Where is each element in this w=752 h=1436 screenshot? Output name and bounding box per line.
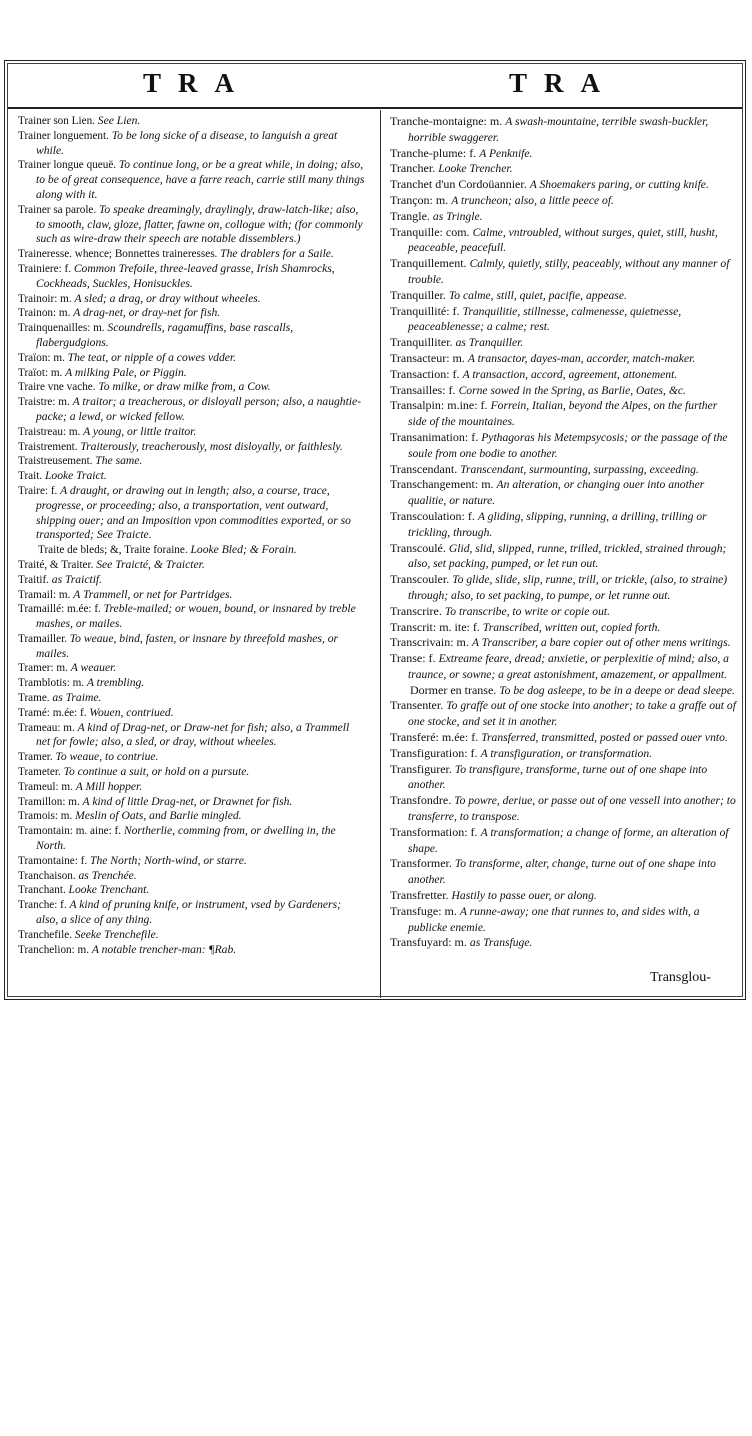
entry-headword: Transcoulé. <box>390 540 446 555</box>
dictionary-entry <box>18 114 366 129</box>
entry-gloss: as Transfuge. <box>469 936 533 950</box>
column-divider <box>380 110 381 998</box>
dictionary-entry <box>390 430 738 462</box>
entry-gloss: A sled; a drag, or dray without wheeles. <box>74 291 261 305</box>
entry-gloss: Looke Trencher. <box>438 162 513 176</box>
entry-gloss: A Shoemakers paring, or cutting knife. <box>529 178 709 192</box>
entry-gloss: Glid, slid, slipped, runne, trilled, trickled, strained through; also, set packing, pumped, or let run out. <box>408 541 727 571</box>
entry-gloss: Tranquilitie, stillnesse, calmenesse, quietnesse, peaceablenesse; a calme; rest. <box>408 304 682 334</box>
dictionary-entry <box>18 573 366 588</box>
entry-headword: Tramaillé: m.ée: f. <box>18 603 101 616</box>
dictionary-entry <box>18 943 366 958</box>
entry-gloss: A transfiguration, or transformation. <box>480 746 653 760</box>
entry-headword: Tranchelion: m. <box>18 943 90 956</box>
entry-gloss: Looke Bled; & Forain. <box>190 543 297 557</box>
entry-gloss: Looke Trenchant. <box>68 883 150 897</box>
dictionary-entry <box>390 572 738 604</box>
entry-gloss: The drablers for a Saile. <box>220 247 334 261</box>
entry-gloss: The North; North-wind, or starre. <box>90 853 247 867</box>
entry-headword: Tramer: m. <box>18 662 68 675</box>
dictionary-entry <box>18 247 366 262</box>
entry-gloss: Common Trefoile, three-leaved grasse, Irish Shamrocks, Cockheads, Suckles, Honisuckles. <box>36 261 335 290</box>
entry-gloss: A truncheon; also, a little peece of. <box>451 193 614 207</box>
entry-headword: Tramé: m.ée: f. <box>18 706 87 719</box>
entry-headword: Transenter. <box>390 698 444 713</box>
entry-gloss: A weauer. <box>70 661 117 675</box>
dictionary-entry <box>390 651 738 683</box>
entry-gloss: A transformation; a change of forme, an alteration of shape. <box>408 825 729 855</box>
entry-gloss: The teat, or nipple of a cowes vdder. <box>67 350 237 364</box>
dictionary-entry <box>390 146 738 162</box>
entry-gloss: See Lien. <box>97 114 141 127</box>
entry-headword: Tramer. <box>18 751 53 764</box>
entry-gloss: A young, or little traitor. <box>83 424 197 438</box>
entry-headword: Traire vne vache. <box>18 381 96 394</box>
entry-gloss: A kind of little Drag-net, or Drawnet for fish. <box>82 794 293 808</box>
entry-gloss: Northerlie, comming from, or dwelling in, the North. <box>36 824 336 853</box>
entry-headword: Transfigurer. <box>390 761 452 776</box>
dictionary-entry <box>18 484 366 543</box>
dictionary-entry <box>18 292 366 307</box>
header-rule <box>8 107 742 109</box>
entry-headword: Transfuyard: m. <box>390 935 467 950</box>
entry-gloss: A traitor; a treacherous, or disloyall person; also, a naughtie-packe; a lewd, or wicked fellow. <box>36 395 362 423</box>
entry-gloss: Traiterously, treacherously, most disloyally, or faithlesly. <box>80 439 343 453</box>
dictionary-entry <box>18 883 366 898</box>
entry-headword: Transfretter. <box>390 888 449 903</box>
entry-gloss: To powre, deriue, or passe out of one vessell into another; to transferre, to transpose. <box>408 794 736 824</box>
dictionary-entry <box>18 469 366 484</box>
dictionary-entry <box>390 793 738 825</box>
entry-gloss: Wouen, contriued. <box>89 705 174 719</box>
entry-gloss: A Trammell, or net for Partridges. <box>73 587 233 601</box>
entry-gloss: Scoundrells, ragamuffins, base rascalls, flabergudgions. <box>36 321 294 349</box>
entry-gloss: A drag-net, or dray-net for fish. <box>73 306 221 320</box>
dictionary-entry <box>18 380 366 395</box>
entry-headword: Trainer longue queuë. <box>18 159 117 172</box>
dictionary-entry <box>18 543 366 558</box>
entry-headword: Tranche-plume: f. <box>390 145 477 160</box>
entry-gloss: Treble-mailed; or wouen, bound, or insnared by treble mashes, or mailes. <box>36 602 356 631</box>
entry-headword: Transformation: f. <box>390 824 478 839</box>
dictionary-entry <box>390 367 738 383</box>
entry-gloss: The same. <box>95 454 143 468</box>
entry-gloss: as Tranquiller. <box>455 336 524 350</box>
dictionary-entry <box>18 691 366 706</box>
entry-gloss: Transferred, transmitted, posted or passed ouer vnto. <box>481 731 728 745</box>
entry-headword: Tramontain: m. aine: f. <box>18 825 122 838</box>
entry-gloss: Corne sowed in the Spring, as Barlie, Oates, &c. <box>458 383 686 397</box>
entry-headword: Transailles: f. <box>390 382 456 397</box>
entry-gloss: To be long sicke of a disease, to languish a great while. <box>36 128 338 157</box>
dictionary-entry <box>18 558 366 573</box>
dictionary-entry <box>390 383 738 399</box>
dictionary-entry <box>18 765 366 780</box>
right-column <box>390 114 738 951</box>
dictionary-entry <box>390 509 738 541</box>
entry-headword: Tramail: m. <box>18 588 71 601</box>
entry-gloss: See Traicté, & Traicter. <box>96 557 205 571</box>
entry-gloss: A Penknife. <box>479 146 533 160</box>
entry-headword: Traistreusement. <box>18 455 93 468</box>
dictionary-entry <box>18 366 366 381</box>
entry-headword: Tramailler. <box>18 632 67 645</box>
entry-headword: Tranche-montaigne: m. <box>390 114 503 128</box>
dictionary-entry <box>18 928 366 943</box>
entry-gloss: as Tringle. <box>432 209 483 223</box>
dictionary-entry <box>390 856 738 888</box>
dictionary-entry <box>18 824 366 854</box>
entry-headword: Trame. <box>18 692 50 705</box>
entry-gloss: To glide, slide, slip, runne, trill, or trickle, (also, to straine) through; also, to set packing, to pumpe, or let runne out. <box>408 573 728 602</box>
dictionary-entry <box>390 335 738 351</box>
entry-headword: Tramblotis: m. <box>18 677 85 690</box>
entry-gloss: Looke Traict. <box>44 469 107 483</box>
entry-headword: Transcrire. <box>390 603 442 618</box>
entry-headword: Tranquiller. <box>390 287 446 302</box>
dictionary-entry <box>390 935 738 951</box>
dictionary-entry <box>18 321 366 351</box>
entry-gloss: A runne-away; one that runnes to, and sides with, a publicke enemie. <box>408 904 700 934</box>
dictionary-entry <box>18 203 366 247</box>
entry-headword: Transacteur: m. <box>390 350 465 365</box>
entry-gloss: A transaction, accord, agreement, attonement. <box>462 367 678 381</box>
entry-headword: Transanimation: f. <box>390 429 479 444</box>
entry-headword: Traire: f. <box>18 484 58 497</box>
entry-headword: Transcouler. <box>390 572 450 587</box>
entry-headword: Traineresse. whence; Bonnettes traineresses. <box>18 248 218 261</box>
entry-headword: Traistreau: m. <box>18 425 81 438</box>
dictionary-entry <box>390 730 738 746</box>
dictionary-entry <box>390 256 738 288</box>
dictionary-entry <box>390 541 738 573</box>
entry-headword: Trameau: m. <box>18 721 75 734</box>
entry-gloss: To graffe out of one stocke into another; to take a graffe out of one stocke, and set it in another. <box>408 699 736 729</box>
entry-gloss: To weaue, bind, fasten, or insnare by threefold mashes, or mailes. <box>36 631 339 660</box>
dictionary-entry <box>390 161 738 177</box>
entry-headword: Trainon: m. <box>18 307 71 320</box>
entry-headword: Traïon: m. <box>18 351 65 364</box>
dictionary-entry <box>390 825 738 857</box>
dictionary-entry <box>18 262 366 292</box>
dictionary-entry <box>390 604 738 620</box>
entry-headword: Transfondre. <box>390 793 452 808</box>
entry-gloss: A kind of Drag-net, or Draw-net for fish; also, a Trammell net for fowle; also, a sled, or dray, without wheeles. <box>36 720 350 749</box>
entry-headword: Traistrement. <box>18 440 78 453</box>
entry-gloss: Forrein, Italian, beyond the Alpes, on the further side of the mountaines. <box>408 399 718 429</box>
dictionary-entry <box>390 620 738 636</box>
entry-gloss: Seeke Trenchefile. <box>74 927 159 941</box>
running-head-left: TRA <box>143 68 252 98</box>
entry-headword: Traite de bleds; &, Traite foraine. <box>38 544 188 557</box>
entry-gloss: A milking Pale, or Piggin. <box>65 365 187 379</box>
entry-gloss: Extreame feare, dread; anxietie, or perplexitie of mind; also, a traunce, or sowne; a great astonishment, amazement, or appallment. <box>408 652 729 681</box>
dictionary-entry <box>390 351 738 367</box>
entry-headword: Transcendant. <box>390 461 458 476</box>
dictionary-entry <box>18 158 366 202</box>
entry-headword: Tramois: m. <box>18 810 73 823</box>
entry-gloss: as Trenchée. <box>78 868 137 882</box>
entry-headword: Tranchefile. <box>18 928 72 941</box>
dictionary-entry <box>18 588 366 603</box>
dictionary-entry <box>18 306 366 321</box>
entry-headword: Traité, & Traiter. <box>18 558 94 571</box>
entry-headword: Tranquilliter. <box>390 335 453 350</box>
entry-gloss: To continue a suit, or hold on a pursute. <box>63 765 250 779</box>
entry-gloss: To transcribe, to write or copie out. <box>444 604 610 618</box>
entry-gloss: To continue long, or be a great while, in doing; also, to be of great consequence, have a farre reach, carrie still many things along with it. <box>36 158 365 201</box>
entry-headword: Trainquenailles: m. <box>18 322 105 335</box>
entry-headword: Transcrit: m. ite: f. <box>390 619 480 634</box>
entry-headword: Trainoir: m. <box>18 292 72 305</box>
dictionary-entry <box>390 304 738 336</box>
entry-gloss: A swash-mountaine, terrible swash-buckler, horrible swaggerer. <box>408 115 709 144</box>
dictionary-entry <box>18 780 366 795</box>
dictionary-entry <box>18 706 366 721</box>
entry-gloss: A Transcriber, a bare copier out of other mens writings. <box>471 636 731 650</box>
dictionary-entry <box>390 177 738 193</box>
entry-headword: Trancher. <box>390 161 436 176</box>
entry-headword: Trainer son Lien. <box>18 115 95 127</box>
entry-headword: Tramontaine: f. <box>18 854 88 867</box>
dictionary-entry <box>390 477 738 509</box>
dictionary-entry <box>390 762 738 794</box>
dictionary-entry <box>390 888 738 904</box>
entry-gloss: Hastily to passe ouer, or along. <box>451 889 597 903</box>
entry-headword: Tranchant. <box>18 884 66 897</box>
dictionary-entry <box>18 869 366 884</box>
dictionary-entry <box>18 425 366 440</box>
entry-headword: Tranquillement. <box>390 256 467 271</box>
entry-gloss: A gliding, slipping, running, a drilling, trilling or trickling, through. <box>408 509 707 539</box>
dictionary-entry <box>18 795 366 810</box>
entry-headword: Transfuge: m. <box>390 903 457 918</box>
entry-headword: Transferé: m.ée: f. <box>390 730 479 745</box>
entry-headword: Transaction: f. <box>390 366 460 381</box>
dictionary-entry <box>18 395 366 425</box>
entry-gloss: To weaue, to contriue. <box>55 750 159 764</box>
dictionary-entry <box>390 698 738 730</box>
entry-headword: Tranquillité: f. <box>390 303 460 318</box>
entry-headword: Trameul: m. <box>18 780 73 793</box>
dictionary-entry <box>18 661 366 676</box>
entry-headword: Tramillon: m. <box>18 795 80 808</box>
dictionary-entry <box>18 351 366 366</box>
dictionary-entry <box>390 462 738 478</box>
entry-headword: Tranchaison. <box>18 869 76 882</box>
entry-headword: Transcrivain: m. <box>390 635 469 650</box>
entry-gloss: Meslin of Oats, and Barlie mingled. <box>75 809 242 823</box>
entry-gloss: An alteration, or changing ouer into another qualitie, or nature. <box>408 478 705 508</box>
entry-gloss: A transactor, dayes-man, accorder, match-maker. <box>467 351 696 365</box>
entry-headword: Trameter. <box>18 766 61 779</box>
entry-headword: Transe: f. <box>390 651 436 666</box>
entry-headword: Tranchet d'un Cordoüannier. <box>390 177 527 192</box>
entry-gloss: Pythagoras his Metempsycosis; or the passage of the soule from one bodie to another. <box>408 430 728 460</box>
entry-gloss: To transfigure, transforme, turne out of one shape into another. <box>408 762 708 792</box>
dictionary-entry <box>390 635 738 651</box>
entry-headword: Transcoulation: f. <box>390 508 475 523</box>
entry-gloss: Calme, vntroubled, without surges, quiet, still, husht, peaceable, peacefull. <box>408 225 718 255</box>
dictionary-entry <box>390 225 738 257</box>
dictionary-entry <box>18 454 366 469</box>
entry-headword: Trainiere: f. <box>18 262 72 275</box>
entry-headword: Dormer en transe. <box>410 682 497 697</box>
dictionary-entry <box>390 288 738 304</box>
entry-gloss: as Traictif. <box>51 572 103 586</box>
entry-gloss: A trembling. <box>86 676 145 690</box>
entry-headword: Trainer longuement. <box>18 129 109 142</box>
entry-gloss: To be dog asleepe, to be in a deepe or dead sleepe. <box>499 683 735 697</box>
dictionary-entry <box>390 683 738 699</box>
entry-headword: Trainer sa parole. <box>18 203 97 216</box>
entry-headword: Trangle. <box>390 208 430 223</box>
dictionary-entry <box>18 602 366 632</box>
entry-gloss: Transcendant, surmounting, surpassing, exceeding. <box>460 462 699 476</box>
dictionary-entry <box>390 193 738 209</box>
entry-gloss: A draught, or drawing out in length; also, a course, trace, progresse, or proceeding; also, a transportation, vent outward, shipping ouer; and an Imposition vpon commodities exported, or so transported; See Traicte. <box>36 483 351 542</box>
entry-headword: Tranquille: com. <box>390 224 470 239</box>
entry-gloss: as Traime. <box>52 691 102 705</box>
entry-gloss: A Mill hopper. <box>75 779 143 793</box>
dictionary-entry <box>390 746 738 762</box>
dictionary-entry <box>18 676 366 691</box>
entry-gloss: A notable trencher-man: ¶Rab. <box>91 942 237 956</box>
dictionary-entry <box>390 398 738 430</box>
entry-gloss: Transcribed, written out, copied forth. <box>482 620 661 634</box>
dictionary-entry <box>18 854 366 869</box>
catchword: Transglou- <box>650 970 711 985</box>
entry-headword: Tranche: f. <box>18 899 67 912</box>
running-head-right: TRA <box>509 68 618 98</box>
entry-gloss: A kind of pruning knife, or instrument, vsed by Gardeners; also, a slice of any thing. <box>36 898 341 927</box>
entry-headword: Transfiguration: f. <box>390 745 478 760</box>
dictionary-entry <box>390 904 738 936</box>
entry-headword: Transchangement: m. <box>390 477 494 492</box>
entry-headword: Transalpin: m.ine: f. <box>390 398 488 413</box>
dictionary-entry <box>18 632 366 662</box>
entry-gloss: Calmly, quietly, stilly, peaceably, without any manner of trouble. <box>408 257 730 286</box>
dictionary-entry <box>18 898 366 928</box>
entry-headword: Trait. <box>18 470 43 483</box>
dictionary-entry <box>18 129 366 159</box>
entry-gloss: To milke, or draw milke from, a Cow. <box>98 380 271 394</box>
entry-headword: Traitif. <box>18 573 49 586</box>
entry-gloss: To speake dreamingly, draylingly, draw-latch-like; also, to smooth, claw, gloze, flatter, fawne on, collogue with; (for commonly such as wire-draw their speech are notable dissemblers.) <box>36 202 363 246</box>
dictionary-entry <box>390 209 738 225</box>
dictionary-entry <box>18 809 366 824</box>
entry-headword: Trançon: m. <box>390 192 449 207</box>
entry-headword: Traïot: m. <box>18 366 63 379</box>
entry-headword: Transformer. <box>390 856 452 871</box>
entry-headword: Traistre: m. <box>18 396 70 409</box>
dictionary-entry <box>18 440 366 455</box>
dictionary-entry <box>18 721 366 751</box>
left-column <box>18 114 366 957</box>
entry-gloss: To transforme, alter, change, turne out of one shape into another. <box>408 857 716 887</box>
entry-gloss: To calme, still, quiet, pacifie, appease. <box>448 288 627 302</box>
dictionary-entry <box>18 750 366 765</box>
dictionary-entry <box>390 114 738 146</box>
